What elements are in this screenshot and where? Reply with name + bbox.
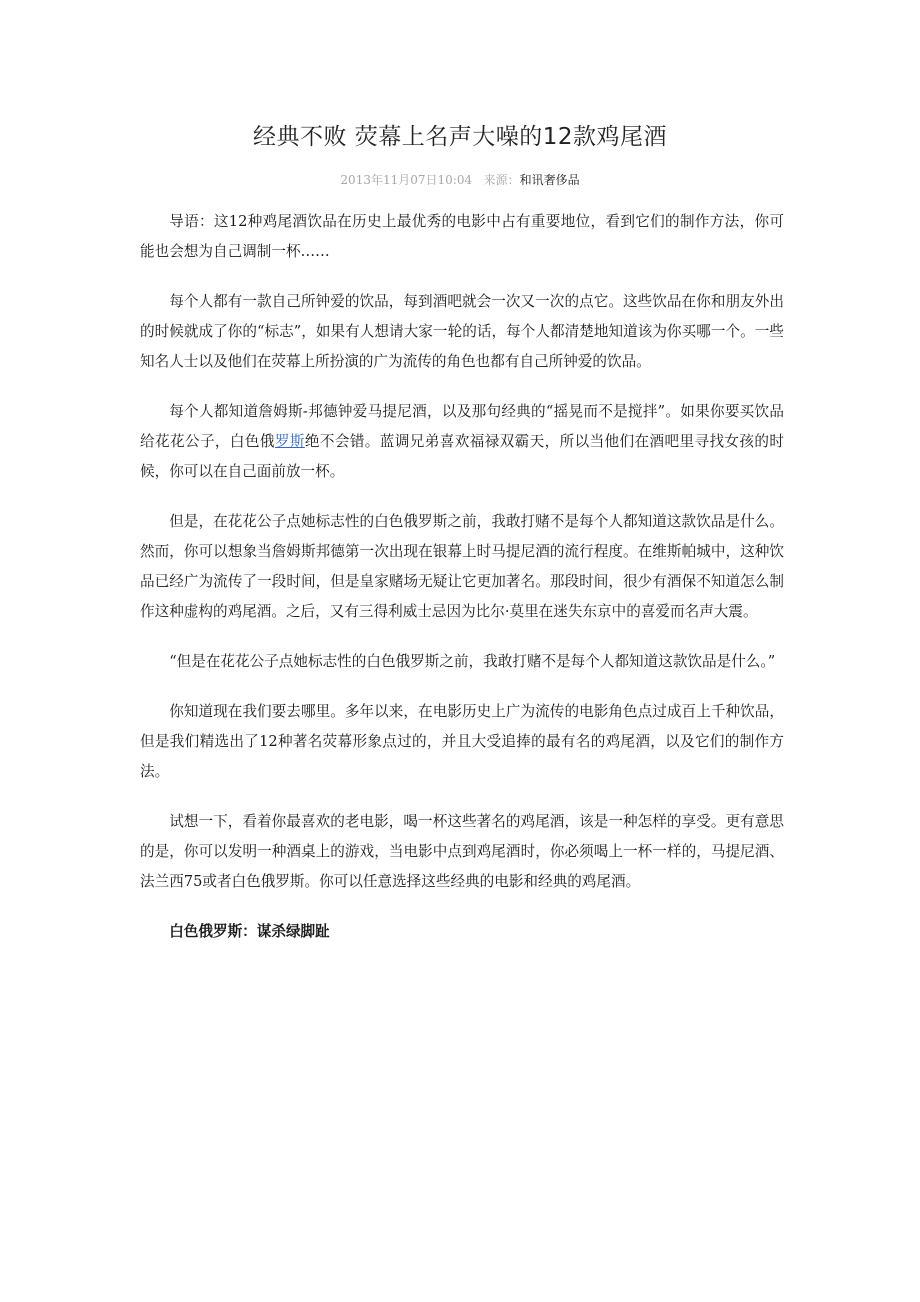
paragraph-text: 绝不会错。蓝调兄弟喜欢福禄双霸天，所以当他们在酒吧里寻找女孩的时候，你可以在自己面前放一杯。 [140,433,784,480]
pull-quote: “但是在花花公子点她标志性的白色俄罗斯之前，我敢打赌不是每个人都知道这款饮品是什么。” [169,653,776,670]
publish-date: 2013年11月07日10:04 [340,173,473,187]
body-paragraph-3: 但是，在花花公子点她标志性的白色俄罗斯之前，我敢打赌不是每个人都知道这款饮品是什么。然而，你可以想象当詹姆斯邦德第一次出现在银幕上时马提尼酒的流行程度。在维斯帕城中，这种饮品已经广为流传了一段时间，但是皇家赌场无疑让它更加著名。那段时间，很少有酒保不知道怎么制作这种虚构的鸡尾酒。之后，又有三得利威士忌因为比尔·莫里在迷失东京中的喜爱而名声大震。 [140,513,784,620]
body-paragraph-2 [140,397,784,487]
russia-link[interactable]: 罗斯 [274,433,305,450]
source-name: 和讯奢侈品 [519,173,580,187]
article-meta [0,171,920,188]
section-heading: 白色俄罗斯：谋杀绿脚趾 [169,923,330,940]
article-body [140,207,784,967]
intro-paragraph: 导语：这12种鸡尾酒饮品在历史上最优秀的电影中占有重要地位，看到它们的制作方法，你可能也会想为自己调制一杯…… [140,213,784,260]
paragraph-text: 每个人都知道詹姆斯-邦德钟爱马提尼酒，以及那句经典的“摇晃而不是搅拌”。如果你要买饮品给花花公子，白色俄 [140,403,784,450]
body-paragraph-4: 你知道现在我们要去哪里。多年以来，在电影历史上广为流传的电影角色点过成百上千种饮品，但是我们精选出了12种著名荧幕形象点过的，并且大受追捧的最有名的鸡尾酒，以及它们的制作方法。 [140,703,784,780]
article-title: 经典不败 荧幕上名声大噪的12款鸡尾酒 [252,124,668,150]
body-paragraph-1: 每个人都有一款自己所钟爱的饮品，每到酒吧就会一次又一次的点它。这些饮品在你和朋友外出的时候就成了你的“标志”，如果有人想请大家一轮的话，每个人都清楚地知道该为你买哪一个。一些知名人士以及他们在荧幕上所扮演的广为流传的角色也都有自己所钟爱的饮品。 [140,293,784,370]
source-label: 来源： [483,173,520,187]
body-paragraph-5: 试想一下，看着你最喜欢的老电影，喝一杯这些著名的鸡尾酒，该是一种怎样的享受。更有意思的是，你可以发明一种酒桌上的游戏，当电影中点到鸡尾酒时，你必须喝上一杯一样的，马提尼酒、法兰西75或者白色俄罗斯。你可以任意选择这些经典的电影和经典的鸡尾酒。 [140,813,784,890]
